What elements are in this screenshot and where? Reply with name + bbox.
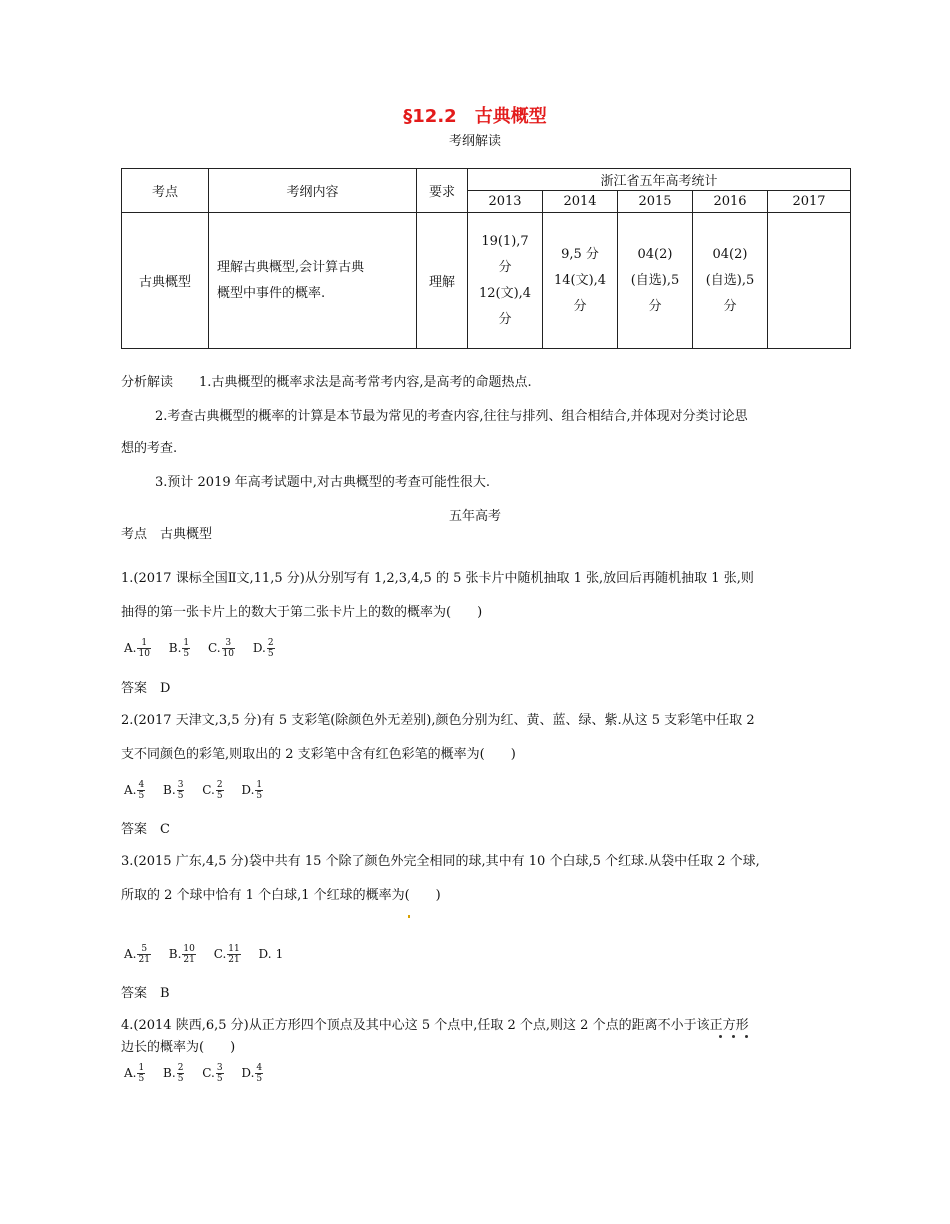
cell-2016-line-2: (自选),5	[705, 272, 755, 288]
fraction	[177, 780, 185, 801]
cell-2013-line-3: 12(文),4	[478, 285, 532, 301]
option-label: A.	[124, 1066, 137, 1080]
numerator: 4	[138, 780, 145, 790]
numerator: 3	[177, 780, 184, 790]
numerator: 2	[267, 638, 274, 648]
fraction	[255, 1063, 263, 1084]
numerator: 11	[228, 944, 240, 954]
denominator: 5	[177, 1074, 184, 1084]
q2-option-d	[241, 780, 263, 801]
option-label: C.	[207, 641, 221, 655]
header-stats: 浙江省五年高考统计	[468, 169, 851, 191]
option-label: D.	[252, 641, 266, 655]
denominator: 5	[183, 649, 190, 659]
fraction	[137, 944, 150, 965]
page-subtitle: 考纲解读	[448, 134, 501, 149]
fraction	[267, 638, 275, 659]
fraction	[137, 638, 150, 659]
stray-mark	[408, 915, 410, 918]
q4-option-c	[202, 1063, 223, 1084]
q1-option-b	[169, 638, 190, 659]
option-label: C.	[202, 783, 215, 797]
q4-line-2: 边长的概率为( )	[121, 1040, 236, 1055]
denominator: 10	[138, 649, 150, 659]
q2-line-1: 2.(2017 天津文,3,5 分)有 5 支彩笔(除颜色外无差别),颜色分别为红、黄、蓝、绿、紫.从这 5 支彩笔中任取 2	[121, 713, 755, 728]
q2-option-b	[163, 780, 184, 801]
option-label: A.	[124, 641, 137, 655]
option-label: B.	[163, 1066, 176, 1080]
cell-2015-line-3: 分	[648, 298, 662, 314]
analysis-label: 分析解读	[121, 375, 174, 390]
denominator: 21	[228, 955, 240, 965]
page-title: §12.2 古典概型	[403, 106, 547, 127]
cell-2016-line-3: 分	[723, 298, 737, 314]
denominator: 21	[138, 955, 150, 965]
fraction	[216, 1063, 224, 1084]
cell-2014-line-2: 14(文),4	[553, 272, 607, 288]
q4-option-a	[124, 1063, 145, 1084]
q2-options	[124, 780, 277, 801]
row-kaodian: 古典概型	[122, 213, 209, 349]
fraction	[177, 1063, 185, 1084]
cell-2013-line-2: 分	[498, 259, 512, 275]
denominator: 10	[222, 649, 234, 659]
emphasis-dot	[732, 1035, 735, 1038]
row-2016	[693, 213, 768, 349]
cell-2014-line-1: 9,5 分	[561, 246, 599, 262]
header-neirong: 考纲内容	[209, 169, 417, 213]
row-2013	[468, 213, 543, 349]
denominator: 5	[138, 1074, 145, 1084]
cell-2014-line-3: 分	[573, 298, 587, 314]
q2-option-c	[202, 780, 223, 801]
emphasis-dot	[745, 1035, 748, 1038]
q3-option-c	[214, 944, 241, 965]
q2-answer: 答案 C	[121, 822, 170, 837]
numerator: 10	[183, 944, 195, 954]
fraction	[222, 638, 235, 659]
q1-line-2: 抽得的第一张卡片上的数大于第二张卡片上的数的概率为( )	[121, 605, 483, 620]
cell-2015-line-1: 04(2)	[637, 246, 673, 262]
q3-line-1: 3.(2015 广东,4,5 分)袋中共有 15 个除了颜色外完全相同的球,其中有 10 个白球,5 个红球.从袋中任取 2 个球,	[121, 854, 760, 869]
fraction	[182, 944, 195, 965]
fraction	[137, 780, 145, 801]
kaodian-line: 考点 古典概型	[121, 527, 213, 542]
row-neirong	[209, 213, 417, 349]
analysis-p2-line1: 2.考查古典概型的概率的计算是本节最为常见的考查内容,往往与排列、组合相结合,并体现对分类讨论思	[155, 409, 748, 424]
option-label: D.	[241, 1066, 255, 1080]
q1-option-d	[253, 638, 275, 659]
option-label: A.	[124, 783, 137, 797]
analysis-p1	[121, 374, 532, 392]
row-2015	[618, 213, 693, 349]
cell-2013-line-4: 分	[498, 311, 512, 327]
q3-options	[124, 944, 297, 965]
numerator: 1	[137, 638, 150, 649]
q1-option-a	[124, 638, 151, 659]
year-2016: 2016	[693, 191, 768, 213]
q3-option-d	[259, 947, 284, 961]
cell-2015-line-2: (自选),5	[630, 272, 680, 288]
denominator: 5	[216, 791, 223, 801]
year-2013: 2013	[468, 191, 543, 213]
numerator: 1	[138, 1063, 145, 1073]
fraction	[227, 944, 240, 965]
year-2015: 2015	[618, 191, 693, 213]
q2-option-a	[124, 780, 145, 801]
q1-line-1: 1.(2017 课标全国Ⅱ文,11,5 分)从分别写有 1,2,3,4,5 的 5 张卡片中随机抽取 1 张,放回后再随机抽取 1 张,则	[121, 571, 754, 586]
q2-line-2: 支不同颜色的彩笔,则取出的 2 支彩笔中含有红色彩笔的概率为( )	[121, 747, 516, 762]
denominator: 5	[256, 1074, 263, 1084]
denominator: 5	[267, 649, 274, 659]
analysis-p2-line2: 想的考查.	[121, 441, 178, 456]
option-label: C.	[213, 947, 227, 961]
fraction	[182, 638, 190, 659]
section-title: 五年高考	[448, 509, 501, 524]
row-2014	[543, 213, 618, 349]
option-label: B.	[163, 783, 176, 797]
year-2014: 2014	[543, 191, 618, 213]
fraction	[137, 1063, 145, 1084]
fraction	[255, 780, 263, 801]
numerator: 3	[222, 638, 235, 649]
numerator: 2	[216, 780, 223, 790]
denominator: 5	[256, 791, 263, 801]
denominator: 21	[183, 955, 195, 965]
numerator: 5	[137, 944, 150, 955]
option-label: B.	[168, 947, 182, 961]
q4-line-1: 4.(2014 陕西,6,5 分)从正方形四个顶点及其中心这 5 个点中,任取 2 个点,则这 2 个点的距离不小于该正方形	[121, 1018, 749, 1033]
numerator: 1	[183, 638, 190, 648]
denominator: 5	[216, 1074, 223, 1084]
q4-options	[124, 1063, 277, 1084]
neirong-line-1: 理解古典概型,会计算古典	[217, 259, 365, 275]
option-value: 1	[275, 947, 284, 961]
row-2017	[768, 213, 851, 349]
year-2017: 2017	[768, 191, 851, 213]
row-yaoqiu: 理解	[417, 213, 468, 349]
emphasis-dot	[719, 1035, 722, 1038]
numerator: 1	[256, 780, 263, 790]
numerator: 4	[256, 1063, 263, 1073]
numerator: 2	[177, 1063, 184, 1073]
header-kaodian: 考点	[122, 169, 209, 213]
q1-option-c	[208, 638, 235, 659]
q1-options	[124, 638, 289, 659]
fraction	[216, 780, 224, 801]
neirong-line-2: 概型中事件的概率.	[217, 285, 326, 301]
q3-option-b	[169, 944, 196, 965]
q3-line-2: 所取的 2 个球中恰有 1 个白球,1 个红球的概率为( )	[121, 888, 441, 903]
q4-option-d	[241, 1063, 263, 1084]
analysis-p1-text: 1.古典概型的概率求法是高考常考内容,是高考的命题热点.	[199, 375, 532, 390]
denominator: 5	[138, 791, 145, 801]
option-label: B.	[168, 641, 182, 655]
q4-option-b	[163, 1063, 184, 1084]
header-yaoqiu: 要求	[417, 169, 468, 213]
q3-option-a	[124, 944, 151, 965]
option-label: A.	[124, 947, 137, 961]
syllabus-table	[121, 168, 851, 349]
cell-2016-line-1: 04(2)	[712, 246, 748, 262]
option-label: C.	[202, 1066, 215, 1080]
option-label: D.	[241, 783, 255, 797]
q1-answer: 答案 D	[121, 681, 171, 696]
q3-answer: 答案 B	[121, 986, 170, 1001]
numerator: 3	[216, 1063, 223, 1073]
analysis-p3: 3.预计 2019 年高考试题中,对古典概型的考查可能性很大.	[155, 475, 491, 490]
option-label: D.	[258, 947, 272, 961]
denominator: 5	[177, 791, 184, 801]
cell-2013-line-1: 19(1),7	[481, 233, 529, 249]
